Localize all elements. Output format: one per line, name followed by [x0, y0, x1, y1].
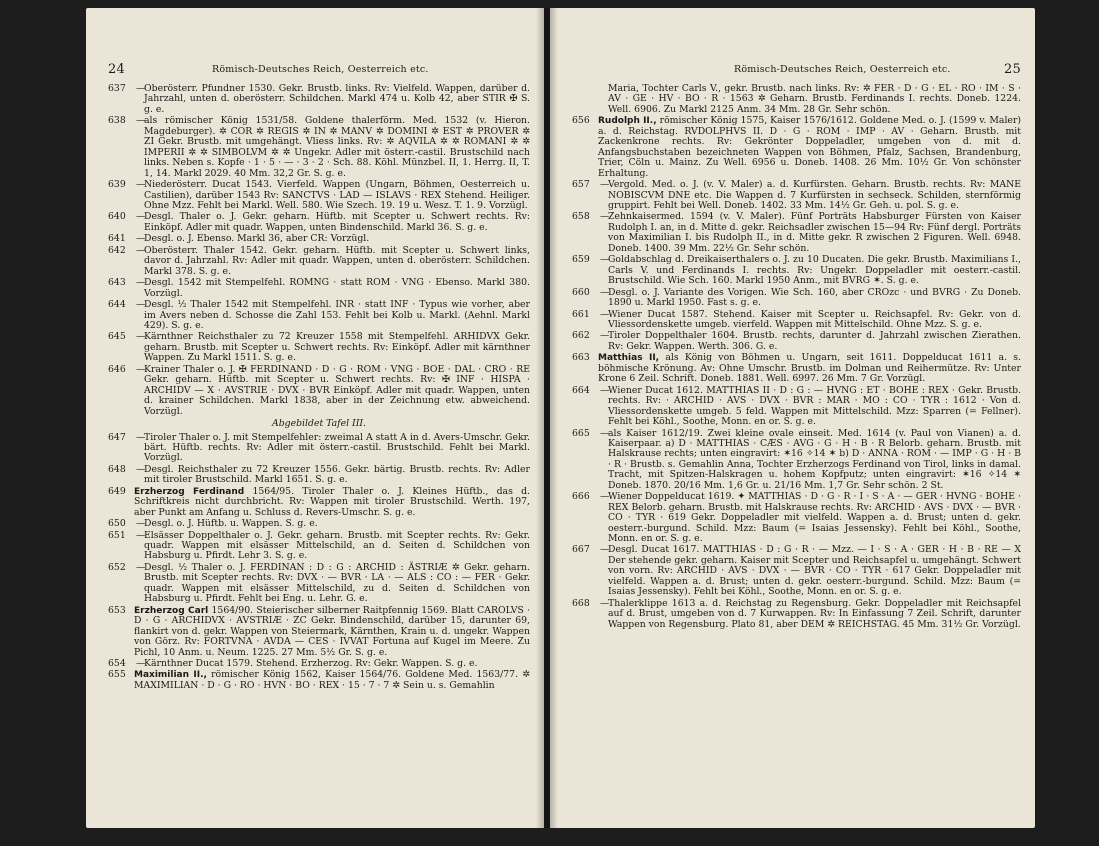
catalogue-entry: [572, 255, 1021, 286]
entry-dash: —: [136, 277, 146, 289]
plate-caption: Abgebildet Tafel III.: [271, 418, 367, 430]
left-page: [86, 8, 544, 828]
entry-text: Wiener Doppelducat 1619. ✦ MATTHIAS · D · G · R · I · S · A · — GER · HVNG · BOHE · REX Belorb. geharn. Brustb. mit Halskrause rechts. Rv: ARCHID · AVS · DVX · — BVR · CO · TYR · 619 Gekr. Doppeladler mit vielfeld. Wappen a. d. Brust; unten d. gekr. oesterr.-burgund. Schild. Mzz: Baum (= Isaias Jessensky). Fehlt bei Köhl., Soothe, Monn. en or. S. g. e.: [608, 491, 1021, 545]
entry-number: 663: [572, 352, 590, 364]
entry-number: 647: [108, 431, 126, 443]
entry-number: 639: [108, 179, 126, 191]
catalogue-entry: [108, 332, 530, 363]
entry-dash: —: [600, 427, 610, 439]
entry-text: Goldabschlag d. Dreikaiserthalers o. J. zu 10 Ducaten. Die gekr. Brustb. Maximilians I., Carls V. und Ferdinands I. rechts. Rv: Ungekr. Doppeladler mit oesterr.-castil. Brustschild. Wie Sch. 160. Markl 1950 Anm., mit BVRG ✶. S. g. e.: [608, 254, 1021, 287]
catalogue-entry: [572, 331, 1021, 352]
right-page-body: [572, 84, 1021, 631]
right-running-head: Römisch-Deutsches Reich, Oesterreich etc.: [734, 64, 951, 75]
entry-dash: —: [136, 561, 146, 573]
entry-ruler-name: Erzherzog Ferdinand: [134, 486, 245, 497]
right-page: [550, 8, 1035, 828]
entry-text: Oberösterr. Pfundner 1530. Gekr. Brustb. links. Rv: Vielfeld. Wappen, darüber d. Jahrzahl, unten d. oberösterr. Schildchen. Markl 474 u. Kolb 42, aber STIR ✠ S. g. e.: [144, 83, 530, 115]
catalogue-entry: [108, 606, 530, 658]
entry-text: Kärnthner Ducat 1579. Stehend. Erzherzog. Rv: Gekr. Wappen. S. g. e.: [144, 658, 478, 670]
entry-number: 661: [572, 308, 590, 320]
catalogue-entry: [108, 670, 530, 691]
entry-dash: —: [136, 658, 146, 670]
catalogue-entry: [108, 116, 530, 179]
entry-dash: —: [600, 254, 610, 266]
entry-dash: —: [600, 330, 610, 342]
entry-text: Desgl. Ducat 1617. MATTHIAS · D : G · R · — Mzz. — I · S · A · GER · H · B · RE — X Der stehende gekr. geharn. Kaiser mit Scepter und Reichsapfel u. umgehängt. Schwert von vorn. Rv: ARCHID · AVS · DVX · — BVR · CO · TYR · 617 Gekr. Doppeladler mit vielfeld. Wappen a. d. Brust; unten d. gekr. oesterr.-burgund. Schild. Mzz: Baum (= Isaias Jessensky). Fehlt bei Köhl., Soothe, Monn. en or. S. g. e.: [608, 544, 1021, 598]
entry-text: Niederösterr. Ducat 1543. Vierfeld. Wappen (Ungarn, Böhmen, Oesterreich u. Castilien), darüber 1543 Rv: SANCTVS · LAD — ISLAVS · REX Stehend. Heiliger. Ohne Mzz. Fehlt bei Markl. Well. 580. Wie Szech. 19. 19 u. Wesz. T. 1. 9. Vorzügl.: [144, 179, 530, 211]
entry-ruler-name: Erzherzog Carl: [134, 605, 209, 616]
entry-text: Tiroler Thaler o. J. mit Stempelfehler: zweimal A statt A in d. Avers-Umschr. Gekr. bärt. Hüftb. rechts. Rv: Adler mit österr.-castil. Brustschild. Fehlt bei Markl. Vorzügl.: [144, 431, 530, 464]
catalogue-entry: [572, 180, 1021, 211]
entry-text: als Kaiser 1612/19. Zwei kleine ovale einseit. Med. 1614 (v. Paul von Vianen) a. d. Kaiserpaar. a) D · MATTHIAS · CÆS · AVG · G · H · B · R Belorb. geharn. Brustb. mit Halskrause rechts; unten eingravirt: ✶16 ✧14 ✶ b) D · ANNA · ROM · — IMP · G · H · B · R · Brustb. s. Gemahlin Anna, Tochter Erzherzogs Ferdinand von Tirol, links in damal. Tracht, mit Spitzen-Halskragen u. hohem Kopfputz; unten eingravirt: ✶16 ✧14 ✶ Doneb. 1870. 20/16 Mm. 1,6 Gr. u. 21/16 Mm. 1,7 Gr. Sehr schön. 2 St.: [608, 427, 1021, 491]
left-page-body: [108, 84, 530, 692]
catalogue-entry: [572, 116, 1021, 179]
entry-dash: —: [600, 491, 610, 503]
entry-number: 660: [572, 286, 590, 298]
entry-text: Desgl. Thaler o. J. Gekr. geharn. Hüftb. mit Scepter u. Schwert rechts. Rv: Einköpf. Adler mit quadr. Wappen, unten Bindenschild. Markl 36. S. g. e.: [144, 211, 530, 233]
catalogue-entry: [108, 84, 530, 115]
entry-text: Desgl. ½ Thaler 1542 mit Stempelfehl. INR · statt INF · Typus wie vorher, aber im Avers neben d. Schosse die Zahl 153. Fehlt bei Kolb u. Markl. (Aehnl. Markl 429). S. g. e.: [144, 299, 530, 331]
entry-text: Desgl. o. J. Hüftb. u. Wappen. S. g. e.: [144, 518, 318, 530]
entry-dash: —: [136, 431, 146, 443]
entry-text: Elsässer Doppelthaler o. J. Gekr. geharn. Brustb. mit Scepter rechts. Rv: Gekr. quadr. Wappen mit elsässer Mittelschild, an d. Seiten d. Schildchen von Habsburg u. Pfirdt. Lehr 3. S. g. e.: [144, 529, 530, 562]
entry-number: 666: [572, 491, 590, 503]
entry-number: 641: [108, 233, 126, 245]
catalogue-entry: [108, 212, 530, 233]
entry-description: römischer König 1562, Kaiser 1564/76. Goldene Med. 1563/77. ✲ MAXIMILIAN · D · G · RO · HVN · BO · REX · 15 · 7 · 7 ✲ Sein u. s. Gemahlin: [134, 669, 530, 691]
entry-dash: —: [136, 211, 146, 223]
entry-number: 665: [572, 427, 590, 439]
entry-text: Zehnkaisermed. 1594 (v. V. Maler). Fünf Porträts Habsburger Fürsten von Kaiser Rudolph I. an, in d. Mitte d. gekr. Reichsadler zwischen 15—94 Rv: Fünf dergl. Porträts von Maximilian I. bis Rudolph II., in d. Mitte gekr. R zwischen 2 Figuren. Well. 6948. Doneb. 1400. 39 Mm. 22½ Gr. Sehr schön.: [608, 211, 1021, 254]
entry-text: Vergold. Med. o. J. (v. V. Maler) a. d. Kurfürsten. Geharn. Brustb. rechts. Rv: MANE NOBISCVM DNE etc. Die Wappen d. 7 Kurfürsten in sechseck. Schilden, sternförmig gruppirt. Fehlt bei Well. Doneb. 1402. 33 Mm. 14½ Gr. Geh. u. pol. S. g. e.: [608, 179, 1021, 211]
catalogue-entry: [108, 278, 530, 299]
entry-description: 1564/90. Steierischer silberner Raitpfennig 1569. Blatt CAROLVS · D · G · ARCHIDVX · AVSTRIÆ · ZC Gekr. Bindenschild, darüber 15, darunter 69, flankirt von d. gekr. Wappen von Steiermark, Kärnthen, Krain u. d. ungekr. Wappen von Görz. Rv: FORTVNA · AVDA — CES · IVVAT Fortuna auf Kugel im Meere. Zu Pichl, 10 Anm. u. Neum. 1225. 27 Mm. 5½ Gr. S. g. e.: [134, 604, 530, 658]
catalogue-entry: [108, 487, 530, 518]
entry-dash: —: [136, 529, 146, 541]
catalogue-entry: [108, 365, 530, 417]
entry-ruler-name: Maximilian II.,: [134, 670, 207, 681]
catalogue-entry: [108, 465, 530, 486]
entry-number: 664: [572, 384, 590, 396]
entry-text: Desgl. ½ Thaler o. J. FERDINAN : D : G : ARCHID : ÄSTRIÆ ✲ Gekr. geharn. Brustb. mit Scepter rechts. Rv: DVX · — BVR · LA · — ALS : CO : — FER · Gekr. quadr. Wappen mit elsässer Mittelschild, zu d. Seiten d. Schildchen von Habsburg u. Pfirdt. Fehlt bei Eng. u. Lehr. G. e.: [144, 561, 530, 605]
entry-number: 645: [108, 331, 126, 343]
entry-description: als König von Böhmen u. Ungarn, seit 1611. Doppelducat 1611 a. s. böhmische Krönung. Av: Ohne Umschr. Brustb. im Dolman und Reihermütze. Rv: Unter Krone 6 Zeil. Schrift. Doneb. 1881. Well. 6997. 26 Mm. 7 Gr. Vorzügl.: [598, 352, 1021, 385]
catalogue-entry: [572, 212, 1021, 254]
left-page-number: 24: [108, 62, 125, 77]
entry-number: 662: [572, 330, 590, 342]
catalogue-entry-continuation: Maria, Tochter Carls V., gekr. Brustb. nach links. Rv: ✲ FER · D · G · EL · RO · IM · S · AV · GE · HV · BO · R · 1563 ✲ Geharn. Brustb. Ferdinands I. rechts. Doneb. 1224. Well. 6906. Zu Markl 2125 Anm. 34 Mm. 28 Gr. Sehr schön.: [608, 83, 1021, 115]
book-gutter: [536, 8, 558, 828]
catalogue-entry: [572, 545, 1021, 597]
entry-text: Wiener Ducat 1612. MATTHIAS II · D : G : — HVNG : ET · BOHE : REX · Gekr. Brustb. rechts. Rv: · ARCHID · AVS · DVX · BVR : MAR · MO : CO · TYR : 1612 · Von d. Vliessordenskette umgeb. 5 feld. Wappen mit Mittelschild. Mzz: Sparren (= Fellner). Fehlt bei Köhl., Soothe, Monn. en or. S. g. e.: [608, 384, 1021, 428]
right-page-header: [572, 64, 1021, 80]
entry-number: 648: [108, 463, 126, 475]
entry-dash: —: [136, 179, 146, 191]
entry-text: [134, 670, 530, 691]
entry-number: 642: [108, 244, 126, 256]
entry-dash: —: [136, 299, 146, 311]
catalogue-entry: [108, 180, 530, 211]
entry-dash: —: [136, 115, 146, 127]
catalogue-entry: [108, 300, 530, 331]
entry-number: 643: [108, 277, 126, 289]
entry-text: Krainer Thaler o. J. ✠ FERDINAND · D · G · ROM · VNG · BOE · DAL · CRO · RE Gekr. geharn. Hüftb. mit Scepter u. Schwert rechts. Rv: ✠ INF · HISPA · ARCHIDV — X · AVSTRIE · DVX · BVR Einköpf. Adler mit quadr. Wappen, unten d. krainer Schildchen. Markl 1838, aber in der Zeichnung etw. abweichend. Vorzügl.: [144, 363, 530, 417]
entry-number: 659: [572, 254, 590, 266]
entry-dash: —: [136, 233, 146, 245]
entry-dash: —: [600, 211, 610, 223]
catalogue-entry: [572, 386, 1021, 428]
entry-text: Desgl. 1542 mit Stempelfehl. ROMNG · statt ROM · VNG · Ebenso. Markl 380. Vorzügl.: [144, 277, 530, 299]
entry-number: 657: [572, 179, 590, 191]
entry-text: Kärnthner Reichsthaler zu 72 Kreuzer 1558 mit Stempelfehl. ARHIDVX Gekr. geharn. Brustb. mit Scepter u. Schwert rechts. Rv: Einköpf. Adler mit kärnthner Wappen. Zu Markl 1511. S. g. e.: [144, 331, 530, 364]
entry-dash: —: [136, 244, 146, 256]
left-page-header: [108, 64, 530, 80]
entry-text: Oberösterr. Thaler 1542. Gekr. geharn. Hüftb. mit Scepter u. Schwert links, davor d. Jahrzahl. Rv: Adler mit quadr. Wappen, unten d. oberösterr. Schildchen. Markl 378. S. g. e.: [144, 244, 530, 277]
entry-dash: —: [136, 518, 146, 530]
entry-number: 649: [108, 485, 126, 497]
entry-number: 637: [108, 83, 126, 94]
entry-number: 653: [108, 604, 126, 616]
entry-dash: —: [600, 308, 610, 320]
catalogue-entry: [572, 599, 1021, 630]
left-running-head: Römisch-Deutsches Reich, Oesterreich etc.: [212, 64, 429, 75]
entry-text: Wiener Ducat 1587. Stehend. Kaiser mit Scepter u. Reichsapfel. Rv: Gekr. von d. Vliessordenskette umgeb. vierfeld. Wappen mit Mittelschild. Ohne Mzz. S. g. e.: [608, 308, 1021, 330]
catalogue-entry: [108, 234, 530, 244]
catalogue-entry: [108, 531, 530, 562]
catalogue-entry: [572, 429, 1021, 492]
entry-dash: —: [600, 286, 610, 298]
entry-number: 651: [108, 529, 126, 541]
catalogue-entry: [572, 353, 1021, 384]
entry-text: Tiroler Doppelthaler 1604. Brustb. rechts, darunter d. Jahrzahl zwischen Zierathen. Rv: Gekr. Wappen. Werth. 306. G. e.: [608, 330, 1021, 352]
entry-text: Desgl. o. J. Variante des Vorigen. Wie Sch. 160, aber CROzc · und BVRG · Zu Doneb. 1890 u. Markl 1950. Fast s. g. e.: [608, 286, 1021, 309]
entry-description: 1564/95. Tiroler Thaler o. J. Kleines Hüftb., das d. Schriftkreis nicht durchbricht. Rv: Wappen mit tiroler Brustschild. Werth. 197, aber Punkt am Anfang u. Schluss d. Revers-Umschr. S. g. e.: [134, 485, 530, 518]
entry-text: [598, 116, 1021, 179]
entry-dash: —: [136, 83, 146, 94]
entry-dash: —: [600, 544, 610, 556]
right-page-number: 25: [1004, 62, 1021, 77]
catalogue-entry: [108, 246, 530, 277]
entry-number: 667: [572, 544, 590, 556]
entry-text: Thalerklippe 1613 a. d. Reichstag zu Regensburg. Gekr. Doppeladler mit Reichsapfel auf d. Brust, umgeben von d. 7 Kurwappen. Rv: In Einfassung 7 Zeil. Schrift, darunter Wappen von Regensburg. Plato 81, aber DEM ✲ REICHSTAG. 45 Mm. 31½ Gr. Vorzügl.: [608, 597, 1021, 630]
entry-text: Desgl. o. J. Ebenso. Markl 36, aber CR: Vorzügl.: [144, 233, 370, 245]
entry-text: als römischer König 1531/58. Goldene thalerförm. Med. 1532 (v. Hieron. Magdeburger). ✲ COR ✲ REGIS ✲ IN ✲ MANV ✲ DOMINI ✲ EST ✲ PROVER ✲ ZI Gekr. Brustb. mit umgehängt. Vliess links. Rv: ✲ AQVILA ✲ ✲ ROMANI ✲ ✲ IMPERII ✲ ✲ SIMBOLVM ✲ ✲ Ungekr. Adler mit österr.-castil. Brustschild nach links. Neben s. Kopfe · 1 · 5 · — · 3 · 2 · Sch. 88. Köhl. Münzbel. II, 1. Herrg. II, T. 1, 14. Markl 2029. 40 Mm. 32,2 Gr. S. g. e.: [144, 115, 530, 179]
entry-number: 640: [108, 211, 126, 223]
entry-description: römischer König 1575, Kaiser 1576/1612. Goldene Med. o. J. (1599 v. Maler) a. d. Reichstag. RVDOLPHVS II. D · G · ROM · IMP · AV · Geharn. Brustb. mit Zackenkrone rechts. Rv: Gekrönter Doppeladler, umgeben von d. mit d. Anfangsbuchstaben bezeichneten Wappen von Böhmen, Pfalz, Sachsen, Brandenburg, Trier, Cöln u. Mainz. Zu Well. 6956 u. Doneb. 1408. 26 Mm. 10½ Gr. Von schönster Erhaltung.: [598, 115, 1021, 179]
entry-number: 638: [108, 115, 126, 127]
entry-number: 668: [572, 597, 590, 609]
catalogue-entry: [108, 519, 530, 529]
entry-text: [134, 487, 530, 518]
entry-dash: —: [136, 463, 146, 475]
entry-ruler-name: Rudolph II.,: [598, 116, 657, 127]
entry-text: [134, 606, 530, 658]
entry-ruler-name: Matthias II,: [598, 353, 660, 364]
entry-number: 652: [108, 561, 126, 573]
entry-dash: —: [600, 384, 610, 396]
entry-text: [598, 353, 1021, 384]
entry-number: 658: [572, 211, 590, 223]
catalogue-entry: [572, 310, 1021, 331]
entry-dash: —: [600, 179, 610, 191]
entry-number: 644: [108, 299, 126, 311]
entry-number: 646: [108, 363, 126, 375]
entry-number: 655: [108, 669, 126, 681]
entry-dash: —: [600, 597, 610, 609]
entry-number: 654: [108, 658, 126, 670]
catalogue-entry: [108, 563, 530, 605]
catalogue-entry: [108, 659, 530, 669]
entry-number: 650: [108, 518, 126, 530]
entry-number: 656: [572, 115, 590, 127]
entry-dash: —: [136, 331, 146, 343]
catalogue-entry: [108, 433, 530, 464]
entry-dash: —: [136, 363, 146, 375]
catalogue-entry: [572, 492, 1021, 544]
entry-text: Desgl. Reichsthaler zu 72 Kreuzer 1556. Gekr. bärtig. Brustb. rechts. Rv: Adler mit tiroler Brustschild. Markl 1651. S. g. e.: [144, 463, 530, 486]
catalogue-entry: [572, 288, 1021, 309]
